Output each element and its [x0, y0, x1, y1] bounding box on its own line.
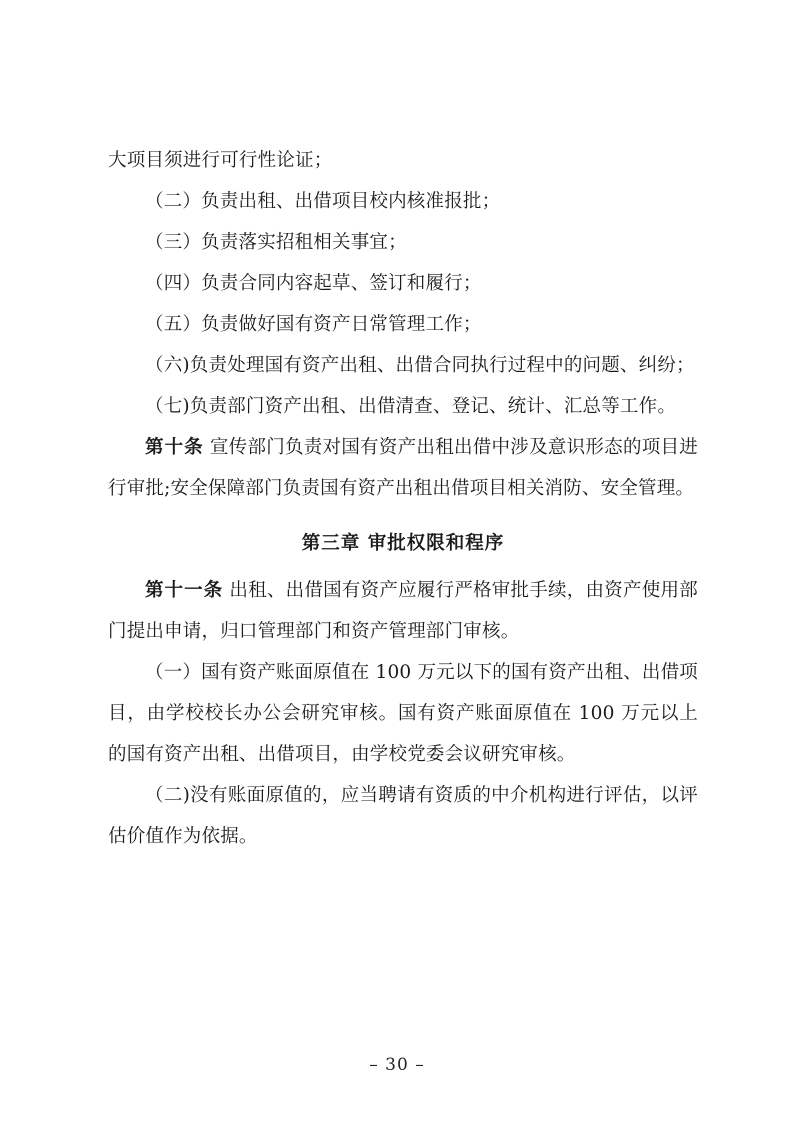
- page-number: – 30 –: [369, 1055, 425, 1075]
- article-11-label: 第十一条: [145, 580, 224, 601]
- list-item: （七)负责部门资产出租、出借清查、登记、统计、汇总等工作。: [145, 396, 677, 417]
- paragraph-continued: 大项目须进行可行性论证；: [108, 150, 333, 171]
- article-10-label: 第十条: [145, 437, 204, 458]
- article-10: [108, 427, 698, 509]
- list-item: （五）负责做好国有资产日常管理工作；: [145, 314, 482, 335]
- list-item: （三）负责落实招租相关事宜；: [145, 232, 407, 253]
- chapter-3-title: 第三章 审批权限和程序: [301, 533, 505, 554]
- list-item: （二)没有账面原值的，应当聘请有资质的中介机构进行评估，以评估价值作为依据。: [108, 785, 698, 847]
- article-11-text: 出租、出借国有资产应履行严格审批手续，由资产使用部门提出申请，归口管理部门和资产管理部门审核。: [108, 580, 698, 642]
- list-item: （六)负责处理国有资产出租、出借合同执行过程中的问题、纠纷；: [145, 355, 695, 376]
- list-item: （一）国有资产账面原值在 100 万元以下的国有资产出租、出借项目，由学校校长办公会研究审核。国有资产账面原值在 100 万元以上的国有资产出租、出借项目，由学校党委会议研究审核。: [108, 662, 698, 765]
- list-item: （四）负责合同内容起草、签订和履行；: [145, 273, 482, 294]
- page-footer: [0, 1055, 794, 1075]
- article-11: [108, 570, 698, 652]
- article-10-text: 宣传部门负责对国有资产出租出借中涉及意识形态的项目进行审批;安全保障部门负责国有资产出租出借项目相关消防、安全管理。: [108, 437, 698, 499]
- list-item: （二）负责出租、出借项目校内核准报批；: [145, 191, 501, 212]
- page-content: [108, 140, 698, 857]
